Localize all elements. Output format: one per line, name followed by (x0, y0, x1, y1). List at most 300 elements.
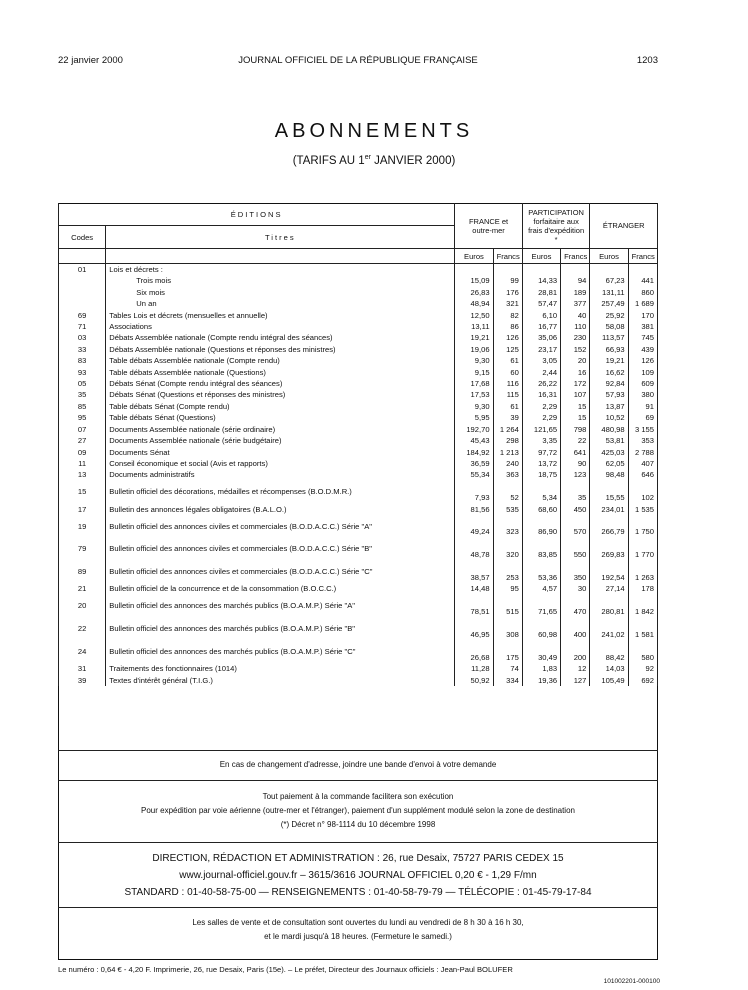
table-row (59, 355, 658, 366)
table-row (59, 287, 658, 298)
participation-euros: 86,90 (522, 515, 560, 538)
header-titres: Titres (106, 226, 455, 249)
header-participation: PARTICIPATION forfaitaire aux frais d'expédition * (522, 203, 590, 249)
row-title: Six mois (106, 287, 455, 298)
france-euros: 19,21 (455, 332, 493, 343)
etranger-francs: 609 (628, 378, 657, 389)
france-euros: 46,95 (455, 618, 493, 641)
participation-euros: 4,57 (522, 583, 560, 594)
france-euros: 9,30 (455, 355, 493, 366)
page-subtitle (0, 154, 748, 167)
france-francs: 176 (493, 287, 522, 298)
direction-line-1: DIRECTION, RÉDACTION ET ADMINISTRATION : 26, rue Desaix, 75727 PARIS CEDEX 15 (152, 853, 564, 864)
france-francs: 363 (493, 469, 522, 480)
etranger-francs: 646 (628, 469, 657, 480)
table-row (59, 469, 658, 480)
etranger-francs: 2 788 (628, 447, 657, 458)
row-code: 22 (59, 618, 106, 641)
row-code: 24 (59, 640, 106, 663)
row-code: 19 (59, 515, 106, 538)
row-title: Bulletin officiel des annonces des marchés publics (B.O.A.M.P.) Série "C" (106, 640, 455, 663)
row-title: Lois et décrets : (106, 264, 455, 276)
france-euros: 5,95 (455, 412, 493, 423)
row-title: Table débats Assemblée nationale (Questions) (106, 367, 455, 378)
etranger-francs: 1 750 (628, 515, 657, 538)
france-francs (493, 264, 522, 276)
row-title: Tables Lois et décrets (mensuelles et annuelle) (106, 310, 455, 321)
row-code: 85 (59, 401, 106, 412)
etranger-francs: 692 (628, 675, 657, 686)
france-euros: 78,51 (455, 595, 493, 618)
france-euros: 26,68 (455, 640, 493, 663)
etranger-euros: 27,14 (590, 583, 628, 594)
row-title: Documents administratifs (106, 469, 455, 480)
etranger-francs: 1 770 (628, 538, 657, 561)
row-title: Débats Sénat (Questions et réponses des ministres) (106, 389, 455, 400)
participation-francs: 230 (561, 332, 590, 343)
participation-euros: 53,36 (522, 561, 560, 584)
participation-euros: 19,36 (522, 675, 560, 686)
row-code: 69 (59, 310, 106, 321)
row-code: 35 (59, 389, 106, 400)
participation-francs: 172 (561, 378, 590, 389)
etranger-euros: 62,05 (590, 458, 628, 469)
participation-francs: 123 (561, 469, 590, 480)
etranger-francs: 1 689 (628, 298, 657, 309)
etranger-francs: 178 (628, 583, 657, 594)
header-etranger: ÉTRANGER (590, 203, 658, 249)
france-francs: 60 (493, 367, 522, 378)
etranger-francs: 3 155 (628, 424, 657, 435)
participation-francs: 22 (561, 435, 590, 446)
france-euros: 48,94 (455, 298, 493, 309)
france-euros: 13,11 (455, 321, 493, 332)
france-francs: 240 (493, 458, 522, 469)
france-euros: 50,92 (455, 675, 493, 686)
table-row (59, 424, 658, 435)
france-euros: 55,34 (455, 469, 493, 480)
table-row (59, 675, 658, 686)
france-euros: 19,06 (455, 344, 493, 355)
table-row (59, 663, 658, 674)
france-euros: 48,78 (455, 538, 493, 561)
row-code: 83 (59, 355, 106, 366)
table-row (59, 618, 658, 641)
etranger-euros: 15,55 (590, 481, 628, 504)
participation-francs: 570 (561, 515, 590, 538)
etranger-euros: 266,79 (590, 515, 628, 538)
row-title: Bulletin officiel des annonces civiles et commerciales (B.O.D.A.C.C.) Série "B" (106, 538, 455, 561)
header-page-number: 1203 (636, 55, 658, 66)
participation-francs: 550 (561, 538, 590, 561)
row-title: Bulletin officiel des annonces civiles et commerciales (B.O.D.A.C.C.) Série "A" (106, 515, 455, 538)
france-francs: 298 (493, 435, 522, 446)
row-code: 05 (59, 378, 106, 389)
header-france-francs: Francs (493, 249, 522, 264)
table-row (59, 310, 658, 321)
france-francs: 52 (493, 481, 522, 504)
france-euros (455, 264, 493, 276)
etranger-euros: 131,11 (590, 287, 628, 298)
direction-line-3: STANDARD : 01-40-58-75-00 — RENSEIGNEMENTS : 01-40-58-79-79 — TÉLÉCOPIE : 01-45-79-17-84 (124, 887, 592, 898)
row-title: Bulletin des annonces légales obligatoires (B.A.L.O.) (106, 504, 455, 515)
row-code: 39 (59, 675, 106, 686)
row-title: Bulletin officiel des annonces civiles et commerciales (B.O.D.A.C.C.) Série "C" (106, 561, 455, 584)
payment-note: Tout paiement à la commande facilitera son exécution (262, 792, 454, 801)
etranger-francs: 170 (628, 310, 657, 321)
row-title: Débats Sénat (Compte rendu intégral des séances) (106, 378, 455, 389)
france-francs: 61 (493, 355, 522, 366)
etranger-francs: 109 (628, 367, 657, 378)
row-code (59, 275, 106, 286)
participation-euros: 18,75 (522, 469, 560, 480)
france-francs: 86 (493, 321, 522, 332)
participation-francs: 12 (561, 663, 590, 674)
participation-euros: 13,72 (522, 458, 560, 469)
participation-francs (561, 264, 590, 276)
header-france-euros: Euros (455, 249, 493, 264)
header-etranger-euros: Euros (590, 249, 628, 264)
table-row (59, 447, 658, 458)
table-row (59, 264, 658, 276)
participation-euros: 3,35 (522, 435, 560, 446)
france-francs: 323 (493, 515, 522, 538)
etranger-euros (590, 264, 628, 276)
france-francs: 115 (493, 389, 522, 400)
table-row (59, 583, 658, 594)
participation-euros: 30,49 (522, 640, 560, 663)
france-francs: 39 (493, 412, 522, 423)
row-code: 17 (59, 504, 106, 515)
row-code: 09 (59, 447, 106, 458)
row-title: Un an (106, 298, 455, 309)
france-euros: 9,15 (455, 367, 493, 378)
header-codes: Codes (59, 226, 106, 249)
row-code: 95 (59, 412, 106, 423)
france-francs: 116 (493, 378, 522, 389)
etranger-francs: 860 (628, 287, 657, 298)
row-code: 07 (59, 424, 106, 435)
etranger-euros: 13,87 (590, 401, 628, 412)
participation-francs: 16 (561, 367, 590, 378)
france-francs: 82 (493, 310, 522, 321)
row-code: 13 (59, 469, 106, 480)
row-title: Associations (106, 321, 455, 332)
table-row (59, 344, 658, 355)
header-france: FRANCE et outre-mer (455, 203, 523, 249)
participation-francs: 15 (561, 412, 590, 423)
participation-francs: 127 (561, 675, 590, 686)
france-francs: 535 (493, 504, 522, 515)
participation-euros: 35,06 (522, 332, 560, 343)
etranger-euros: 113,57 (590, 332, 628, 343)
table-row (59, 367, 658, 378)
france-francs: 515 (493, 595, 522, 618)
row-title: Table débats Assemblée nationale (Compte rendu) (106, 355, 455, 366)
participation-francs: 94 (561, 275, 590, 286)
header-editions: ÉDITIONS (59, 203, 455, 226)
france-francs: 99 (493, 275, 522, 286)
change-address-note: En cas de changement d'adresse, joindre une bande d'envoi à votre demande (219, 760, 497, 769)
row-title: Documents Sénat (106, 447, 455, 458)
header-etranger-francs: Francs (628, 249, 657, 264)
etranger-euros: 241,02 (590, 618, 628, 641)
row-code: 31 (59, 663, 106, 674)
france-euros: 192,70 (455, 424, 493, 435)
table-row (59, 481, 658, 504)
row-code: 11 (59, 458, 106, 469)
etranger-francs: 380 (628, 389, 657, 400)
participation-francs: 350 (561, 561, 590, 584)
table-row (59, 504, 658, 515)
etranger-francs: 69 (628, 412, 657, 423)
participation-euros: 14,33 (522, 275, 560, 286)
participation-euros: 3,05 (522, 355, 560, 366)
reference-number: 101002201-000100 (603, 978, 660, 985)
row-title: Débats Assemblée nationale (Questions et réponses des ministres) (106, 344, 455, 355)
header-empty-code (59, 249, 106, 264)
table-row (59, 298, 658, 309)
etranger-francs: 1 263 (628, 561, 657, 584)
etranger-euros: 16,62 (590, 367, 628, 378)
table-row (59, 435, 658, 446)
participation-euros: 6,10 (522, 310, 560, 321)
participation-euros: 2,29 (522, 401, 560, 412)
etranger-francs: 1 842 (628, 595, 657, 618)
etranger-francs: 92 (628, 663, 657, 674)
row-code: 89 (59, 561, 106, 584)
etranger-euros: 192,54 (590, 561, 628, 584)
etranger-francs: 407 (628, 458, 657, 469)
participation-euros (522, 264, 560, 276)
etranger-francs: 381 (628, 321, 657, 332)
airmail-note: Pour expédition par voie aérienne (outre-mer et l'étranger), paiement d'un supplément modulé selon la zone de destination (141, 806, 575, 815)
france-euros: 12,50 (455, 310, 493, 321)
france-francs: 334 (493, 675, 522, 686)
row-title: Bulletin officiel des décorations, médailles et récompenses (B.O.D.M.R.) (106, 481, 455, 504)
subtitle-post: JANVIER 2000) (370, 154, 456, 167)
sales-line-1: Les salles de vente et de consultation sont ouvertes du lundi au vendredi de 8 h 30 à 16 h 30, (192, 918, 524, 927)
etranger-euros: 57,93 (590, 389, 628, 400)
row-title: Débats Assemblée nationale (Compte rendu intégral des séances) (106, 332, 455, 343)
participation-euros: 28,81 (522, 287, 560, 298)
france-euros: 45,43 (455, 435, 493, 446)
participation-euros: 2,29 (522, 412, 560, 423)
table-row (59, 515, 658, 538)
divider (58, 750, 658, 751)
france-euros: 38,57 (455, 561, 493, 584)
participation-francs: 200 (561, 640, 590, 663)
participation-euros: 83,85 (522, 538, 560, 561)
france-euros: 81,56 (455, 504, 493, 515)
etranger-francs: 441 (628, 275, 657, 286)
etranger-euros: 257,49 (590, 298, 628, 309)
participation-euros: 121,65 (522, 424, 560, 435)
row-title: Table débats Sénat (Compte rendu) (106, 401, 455, 412)
table-row (59, 389, 658, 400)
participation-euros: 16,77 (522, 321, 560, 332)
table-row (59, 458, 658, 469)
row-code: 93 (59, 367, 106, 378)
participation-euros: 57,47 (522, 298, 560, 309)
subtitle-sup: er (364, 154, 371, 161)
row-title: Table débats Sénat (Questions) (106, 412, 455, 423)
etranger-euros: 92,84 (590, 378, 628, 389)
participation-francs: 15 (561, 401, 590, 412)
row-code (59, 298, 106, 309)
france-francs: 1 264 (493, 424, 522, 435)
page-title: ABONNEMENTS (274, 120, 474, 142)
etranger-euros: 10,52 (590, 412, 628, 423)
table-row (59, 401, 658, 412)
france-francs: 321 (493, 298, 522, 309)
france-euros: 184,92 (455, 447, 493, 458)
participation-francs: 110 (561, 321, 590, 332)
france-francs: 125 (493, 344, 522, 355)
participation-euros: 2,44 (522, 367, 560, 378)
row-title: Bulletin officiel de la concurrence et de la consommation (B.O.C.C.) (106, 583, 455, 594)
participation-francs: 152 (561, 344, 590, 355)
divider (58, 842, 658, 843)
participation-francs: 30 (561, 583, 590, 594)
etranger-euros: 280,81 (590, 595, 628, 618)
etranger-euros: 25,92 (590, 310, 628, 321)
table-row (59, 412, 658, 423)
france-euros: 26,83 (455, 287, 493, 298)
france-euros: 49,24 (455, 515, 493, 538)
participation-francs: 450 (561, 504, 590, 515)
france-francs: 74 (493, 663, 522, 674)
page-header (58, 55, 658, 69)
etranger-euros: 58,08 (590, 321, 628, 332)
participation-euros: 68,60 (522, 504, 560, 515)
row-code: 15 (59, 481, 106, 504)
participation-francs: 641 (561, 447, 590, 458)
etranger-euros: 53,81 (590, 435, 628, 446)
participation-francs: 377 (561, 298, 590, 309)
header-journal: JOURNAL OFFICIEL DE LA RÉPUBLIQUE FRANÇAISE (238, 55, 478, 66)
subtitle-pre: (TARIFS AU 1 (292, 154, 365, 167)
etranger-euros: 66,93 (590, 344, 628, 355)
row-code: 27 (59, 435, 106, 446)
row-title: Trois mois (106, 275, 455, 286)
row-title: Conseil économique et social (Avis et rapports) (106, 458, 455, 469)
divider (58, 907, 658, 908)
table-row (59, 332, 658, 343)
participation-euros: 16,31 (522, 389, 560, 400)
participation-francs: 20 (561, 355, 590, 366)
row-code: 01 (59, 264, 106, 276)
etranger-francs: 126 (628, 355, 657, 366)
participation-francs: 107 (561, 389, 590, 400)
header-date: 22 janvier 2000 (58, 55, 123, 66)
table-row (59, 561, 658, 584)
decree-note: (*) Décret n° 98-1114 du 10 décembre 1998 (280, 820, 436, 829)
etranger-euros: 234,01 (590, 504, 628, 515)
etranger-francs: 1 535 (628, 504, 657, 515)
row-code: 21 (59, 583, 106, 594)
participation-francs: 400 (561, 618, 590, 641)
etranger-francs: 745 (628, 332, 657, 343)
header-participation-francs: Francs (561, 249, 590, 264)
participation-francs: 798 (561, 424, 590, 435)
row-code: 79 (59, 538, 106, 561)
etranger-euros: 19,21 (590, 355, 628, 366)
participation-francs: 470 (561, 595, 590, 618)
etranger-francs: 353 (628, 435, 657, 446)
france-francs: 126 (493, 332, 522, 343)
etranger-francs: 439 (628, 344, 657, 355)
participation-euros: 23,17 (522, 344, 560, 355)
etranger-euros: 98,48 (590, 469, 628, 480)
row-title: Documents Assemblée nationale (série budgétaire) (106, 435, 455, 446)
france-euros: 15,09 (455, 275, 493, 286)
table-row (59, 275, 658, 286)
table-row (59, 640, 658, 663)
france-euros: 14,48 (455, 583, 493, 594)
participation-euros: 1,83 (522, 663, 560, 674)
france-francs: 253 (493, 561, 522, 584)
row-title: Bulletin officiel des annonces des marchés publics (B.O.A.M.P.) Série "A" (106, 595, 455, 618)
participation-euros: 5,34 (522, 481, 560, 504)
participation-euros: 97,72 (522, 447, 560, 458)
header-participation-euros: Euros (522, 249, 560, 264)
france-euros: 36,59 (455, 458, 493, 469)
row-code: 71 (59, 321, 106, 332)
participation-francs: 90 (561, 458, 590, 469)
etranger-euros: 480,98 (590, 424, 628, 435)
etranger-euros: 88,42 (590, 640, 628, 663)
row-code: 03 (59, 332, 106, 343)
row-code: 20 (59, 595, 106, 618)
etranger-francs: 580 (628, 640, 657, 663)
tariff-table-body (59, 264, 658, 686)
etranger-francs (628, 264, 657, 276)
france-francs: 308 (493, 618, 522, 641)
etranger-euros: 269,83 (590, 538, 628, 561)
row-code: 33 (59, 344, 106, 355)
participation-francs: 40 (561, 310, 590, 321)
france-francs: 1 213 (493, 447, 522, 458)
france-francs: 61 (493, 401, 522, 412)
etranger-euros: 14,03 (590, 663, 628, 674)
france-francs: 95 (493, 583, 522, 594)
table-row (59, 321, 658, 332)
participation-euros: 71,65 (522, 595, 560, 618)
table-row (59, 378, 658, 389)
participation-francs: 35 (561, 481, 590, 504)
participation-francs: 189 (561, 287, 590, 298)
page-footer: Le numéro : 0,64 € - 4,20 F. Imprimerie, 26, rue Desaix, Paris (15e). – Le préfet, Directeur des Journaux officiels : Jean-Paul BOLUFER (58, 965, 513, 974)
row-title: Traitements des fonctionnaires (1014) (106, 663, 455, 674)
etranger-euros: 105,49 (590, 675, 628, 686)
france-euros: 17,53 (455, 389, 493, 400)
france-euros: 9,30 (455, 401, 493, 412)
sales-line-2: et le mardi jusqu'à 18 heures. (Fermeture le samedi.) (264, 932, 452, 941)
france-francs: 320 (493, 538, 522, 561)
france-euros: 7,93 (455, 481, 493, 504)
etranger-euros: 67,23 (590, 275, 628, 286)
row-title: Documents Assemblée nationale (série ordinaire) (106, 424, 455, 435)
etranger-francs: 91 (628, 401, 657, 412)
row-code (59, 287, 106, 298)
table-row (59, 538, 658, 561)
divider (58, 780, 658, 781)
tariff-table (58, 203, 658, 686)
row-title: Textes d'intérêt général (T.I.G.) (106, 675, 455, 686)
header-empty-title (106, 249, 455, 264)
participation-euros: 26,22 (522, 378, 560, 389)
